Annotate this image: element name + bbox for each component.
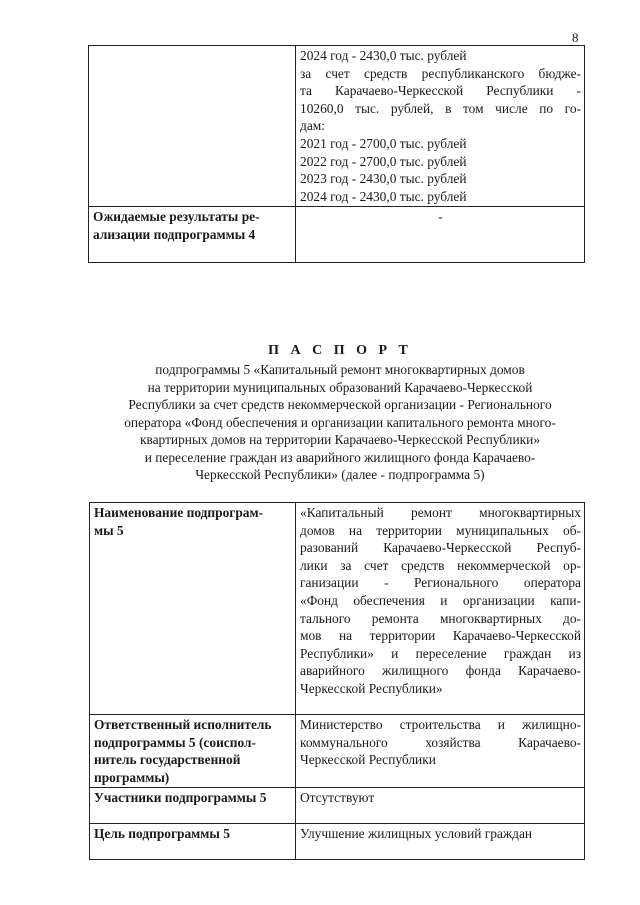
value-line: мов на территории Карачаево-Черкесской	[300, 628, 581, 644]
value-line: ганизации - Регионального оператора	[300, 575, 581, 591]
passport-table	[89, 502, 585, 860]
goal-value	[296, 824, 585, 860]
financing-line: 2023 год - 2430,0 тыс. рублей	[300, 171, 467, 187]
value-line: Черкесской Республики»	[300, 680, 443, 696]
value-line: Черкесской Республики	[300, 752, 436, 768]
passport-subtitle-line: оператора «Фонд обеспечения и организации капитального ремонта много-	[124, 414, 556, 430]
passport-subtitle-line: на территории муниципальных образований Карачаево-Черкесской	[147, 379, 533, 395]
passport-title: П А С П О Р Т	[268, 343, 412, 358]
goal-row	[90, 824, 585, 860]
goal-label	[90, 824, 296, 860]
value-line: «Фонд обеспечения и организации капи-	[300, 592, 581, 608]
financing-row	[89, 46, 585, 207]
financing-line: 2021 год - 2700,0 тыс. рублей	[300, 135, 467, 151]
value-line: лики за счет средств некоммерческой ор-	[300, 557, 581, 573]
label-line: мы 5	[94, 522, 124, 538]
subprogram-name-row	[90, 503, 585, 715]
label-line: Цель подпрограммы 5	[94, 826, 230, 842]
passport-subtitle-line: Республики за счет средств некоммерческой организации - Регионального	[128, 397, 552, 412]
passport-subtitle-line: и переселение граждан из аварийного жилищного фонда Карачаево-	[144, 449, 536, 465]
expected-results-label	[89, 207, 296, 263]
label-line: Наименование подпрограм-	[94, 505, 264, 520]
label-line: Ожидаемые результаты ре-	[93, 209, 260, 225]
participants-value	[296, 788, 585, 824]
financing-label-cell	[89, 46, 296, 207]
label-line: Участники подпрограммы 5	[94, 790, 267, 806]
value-line: Улучшение жилищных условий граждан	[300, 826, 533, 842]
participants-row	[90, 788, 585, 824]
value-line: Отсутствуют	[300, 790, 375, 806]
results-dash: -	[438, 209, 443, 225]
label-line: нитель государственной	[94, 752, 241, 768]
financing-value-cell	[296, 46, 585, 207]
financing-line: 10260,0 тыс. рублей, в том числе по го-	[300, 100, 581, 116]
financing-line: 2024 год - 2430,0 тыс. рублей	[300, 48, 467, 63]
page-number: 8	[572, 30, 579, 45]
subprogram-name-label	[90, 503, 296, 715]
subprogram-4-table	[88, 45, 585, 263]
passport-subtitle-line: подпрограммы 5 «Капитальный ремонт многоквартирных домов	[155, 362, 525, 377]
label-line: Ответственный исполнитель	[94, 717, 272, 732]
label-line: ализации подпрограммы 4	[93, 226, 256, 242]
label-line: программы)	[94, 769, 170, 785]
financing-line: та Карачаево-Черкесской Республики -	[300, 83, 581, 99]
financing-line: за счет средств республиканского бюдже-	[300, 65, 581, 81]
value-line: разований Карачаево-Черкесской Респуб-	[300, 540, 581, 556]
participants-label	[90, 788, 296, 824]
responsible-executor-row	[90, 715, 585, 788]
responsible-executor-value	[296, 715, 585, 788]
value-line: домов на территории муниципальных об-	[300, 522, 581, 538]
expected-results-value	[296, 207, 585, 263]
value-line: «Капитальный ремонт многоквартирных	[300, 505, 581, 520]
label-line: подпрограммы 5 (соиспол-	[94, 734, 256, 750]
value-line: Министерство строительства и жилищно-	[300, 717, 581, 732]
passport-subtitle-line: квартирных домов на территории Карачаево-Черкесской Республики»	[139, 432, 541, 447]
value-line: тального ремонта многоквартирных до-	[300, 610, 581, 626]
financing-line: 2024 год - 2430,0 тыс. рублей	[300, 188, 467, 204]
passport-subtitle-line: Черкесской Республики» (далее - подпрограмма 5)	[195, 467, 485, 482]
value-line: коммунального хозяйства Карачаево-	[300, 734, 581, 750]
subprogram-name-value	[296, 503, 585, 715]
financing-line: 2022 год - 2700,0 тыс. рублей	[300, 153, 467, 169]
value-line: аварийного жилищного фонда Карачаево-	[300, 663, 581, 679]
expected-results-row	[89, 207, 585, 263]
passport-heading	[90, 343, 590, 484]
financing-line: дам:	[300, 118, 325, 134]
responsible-executor-label	[90, 715, 296, 788]
value-line: Республики» и переселение граждан из	[300, 645, 581, 661]
